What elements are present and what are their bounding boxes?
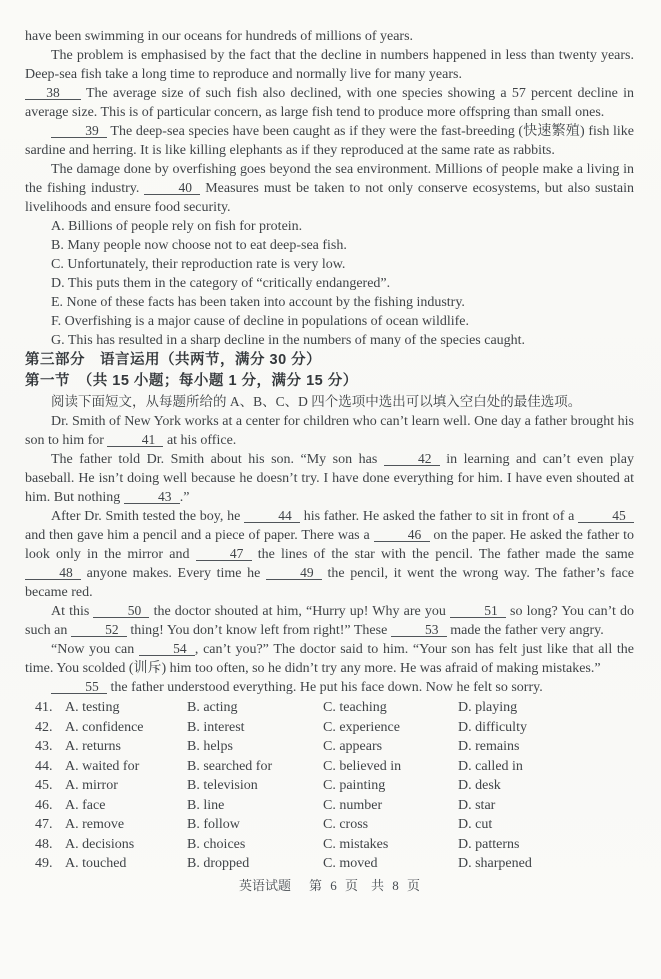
option-line: E. None of these facts has been taken into account by the fishing industry. [51, 295, 465, 310]
option-d: D. remains [458, 739, 520, 754]
cloze-blank-50: 50 [93, 604, 149, 618]
page-footer [25, 877, 634, 895]
instruction-line: 阅读下面短文，从每题所给的 A、B、C、D 四个选项中选出可以填入空白处的最佳选项。 [51, 394, 582, 409]
question-number: 41. [35, 700, 53, 715]
option-a: A. testing [65, 700, 120, 715]
cloze-blank-52: 52 [71, 623, 127, 637]
paragraph: After Dr. Smith tested the boy, he 44 his father. He asked the father to sit in front of a 45 and then gave him a pencil and a piece of paper. There was a 46 on the paper. He asked the father to look only in the mirror and 47 the lines of the star with the pencil. The father made the same 48 anyone makes. Every time he 49 the pencil, it went the wrong way. The father’s face became red. [25, 508, 634, 600]
option-c: C. number [323, 797, 383, 813]
option-c: C. mistakes [323, 836, 389, 852]
paragraph: Dr. Smith of New York works at a center for children who can’t learn well. One day a father brought his son to him for 41 at his office. [25, 414, 634, 448]
option-c: C. teaching [323, 700, 387, 715]
option-d: D. cut [458, 817, 493, 832]
paragraph: The problem is emphasised by the fact that the decline in numbers happened in less than twenty years. Deep-sea fish take a long time to reproduce and normally live for many years. [25, 48, 634, 82]
option-d: D. difficulty [458, 719, 527, 735]
cloze-blank-54: 54 [139, 642, 195, 656]
cloze-blank-41: 41 [107, 433, 163, 447]
question-row [35, 757, 634, 777]
option-c: C. experience [323, 719, 400, 735]
option-c: C. moved [323, 856, 378, 871]
option-d: D. called in [458, 758, 523, 774]
question-number: 47. [35, 817, 53, 832]
option-line: G. This has resulted in a sharp decline in the numbers of many of the species caught. [51, 333, 526, 348]
option-b: B. line [187, 797, 225, 813]
cloze-blank-39: 39 [51, 124, 107, 138]
questions-list [35, 698, 634, 874]
option-b: B. acting [187, 700, 238, 715]
paragraph: The damage done by overfishing goes beyond the sea environment. Millions of people make a living in the fishing industry. 40 Measures must be taken to not only conserve ecosystems, but also sustain livelihoods and ensure food security. [25, 162, 634, 215]
options-list [25, 217, 634, 350]
question-row [35, 854, 634, 874]
paragraph: “Now you can 54 , can’t you?” The doctor said to him. “Your son has felt just like that all the time. You scolded (训斥) him too often, so he didn’t try any more. He was afraid of making mistakes.” [25, 641, 634, 676]
option-line: C. Unfortunately, their reproduction rate is very low. [51, 257, 346, 272]
question-row [35, 796, 634, 816]
option-a: A. mirror [65, 778, 118, 793]
paragraph: 39 The deep-sea species have been caught as if they were the fast-breeding (快速繁殖) fish like sardine and herring. It is like killing elephants as if they reproduced at the same rate as rabbits. [25, 123, 634, 158]
paragraph: have been swimming in our oceans for hundreds of millions of years. [25, 29, 414, 44]
option-a: A. decisions [65, 836, 135, 852]
option-b: B. follow [187, 817, 240, 832]
option-d: D. desk [458, 778, 501, 793]
option-b: B. helps [187, 739, 233, 754]
cloze-blank-53: 53 [391, 623, 447, 637]
option-b: B. choices [187, 836, 246, 852]
option-c: C. cross [323, 817, 369, 832]
cloze-blank-51: 51 [450, 604, 506, 618]
option-line: A. Billions of people rely on fish for protein. [51, 219, 303, 234]
footer-page-info: 第 6 页 共 8 页 [309, 877, 421, 893]
paragraph: At this 50 the doctor shouted at him, “Hurry up! Why are you 51 so long? You can’t do such an 52 thing! You don’t know left from right!” These 53 made the father very angry. [25, 603, 634, 638]
question-number: 48. [35, 836, 53, 852]
question-number: 43. [35, 739, 53, 754]
option-d: D. playing [458, 700, 518, 715]
option-d: D. star [458, 797, 496, 813]
option-c: C. believed in [323, 758, 402, 774]
cloze-blank-49: 49 [266, 566, 322, 580]
option-d: D. patterns [458, 836, 520, 852]
option-a: A. remove [65, 817, 125, 832]
option-b: B. dropped [187, 856, 250, 871]
cloze-blank-44: 44 [244, 509, 300, 523]
paragraph: 55 the father understood everything. He put his face down. Now he felt so sorry. [25, 678, 634, 697]
cloze-blank-42: 42 [384, 452, 440, 466]
question-number: 44. [35, 758, 53, 774]
question-row [35, 698, 634, 718]
cloze-blank-47: 47 [196, 547, 252, 561]
reading-passage [25, 27, 634, 217]
paragraph: The father told Dr. Smith about his son. “My son has 42 in learning and can’t even play baseball. He isn’t doing well because he doesn’t try. I have done everything for him. I have even shouted at him. But nothing 43 .” [25, 451, 634, 505]
cloze-blank-55: 55 [51, 680, 107, 694]
question-number: 46. [35, 797, 53, 813]
option-a: A. waited for [65, 758, 140, 774]
option-line: D. This puts them in the category of “critically endangered”. [51, 276, 391, 291]
option-b: B. searched for [187, 758, 273, 774]
question-row [35, 737, 634, 757]
option-c: C. appears [323, 739, 383, 754]
question-row [35, 776, 634, 796]
option-a: A. face [65, 797, 106, 813]
cloze-blank-45: 45 [578, 509, 634, 523]
option-a: A. confidence [65, 719, 144, 735]
cloze-blank-43: 43 [124, 490, 180, 504]
option-a: A. returns [65, 739, 121, 754]
option-c: C. painting [323, 778, 386, 793]
question-row [35, 718, 634, 738]
option-b: B. interest [187, 719, 245, 735]
cloze-blank-40: 40 [144, 181, 200, 195]
option-line: F. Overfishing is a major cause of decline in populations of ocean wildlife. [51, 314, 469, 329]
section-one-heading: 第一节 （共 15 小题；每小题 1 分，满分 15 分） [25, 373, 358, 389]
cloze-blank-48: 48 [25, 566, 81, 580]
question-row [35, 835, 634, 855]
cloze-blank-38: 38 [25, 86, 81, 100]
option-b: B. television [187, 778, 258, 793]
cloze-blank-46: 46 [374, 528, 430, 542]
question-number: 42. [35, 719, 53, 735]
option-a: A. touched [65, 856, 127, 871]
question-row [35, 815, 634, 835]
option-line: B. Many people now choose not to eat deep-sea fish. [51, 238, 347, 253]
option-d: D. sharpened [458, 856, 532, 871]
footer-doc-label: 英语试题 [238, 877, 291, 893]
question-number: 49. [35, 856, 53, 871]
cloze-passage [25, 412, 634, 697]
part-three-heading: 第三部分 语言运用（共两节，满分 30 分） [25, 352, 322, 368]
paragraph: 38 The average size of such fish also declined, with one species showing a 57 percent decline in average size. This is of particular concern, as large fish tend to produce more offspring than small ones. [25, 85, 634, 120]
question-number: 45. [35, 778, 53, 793]
